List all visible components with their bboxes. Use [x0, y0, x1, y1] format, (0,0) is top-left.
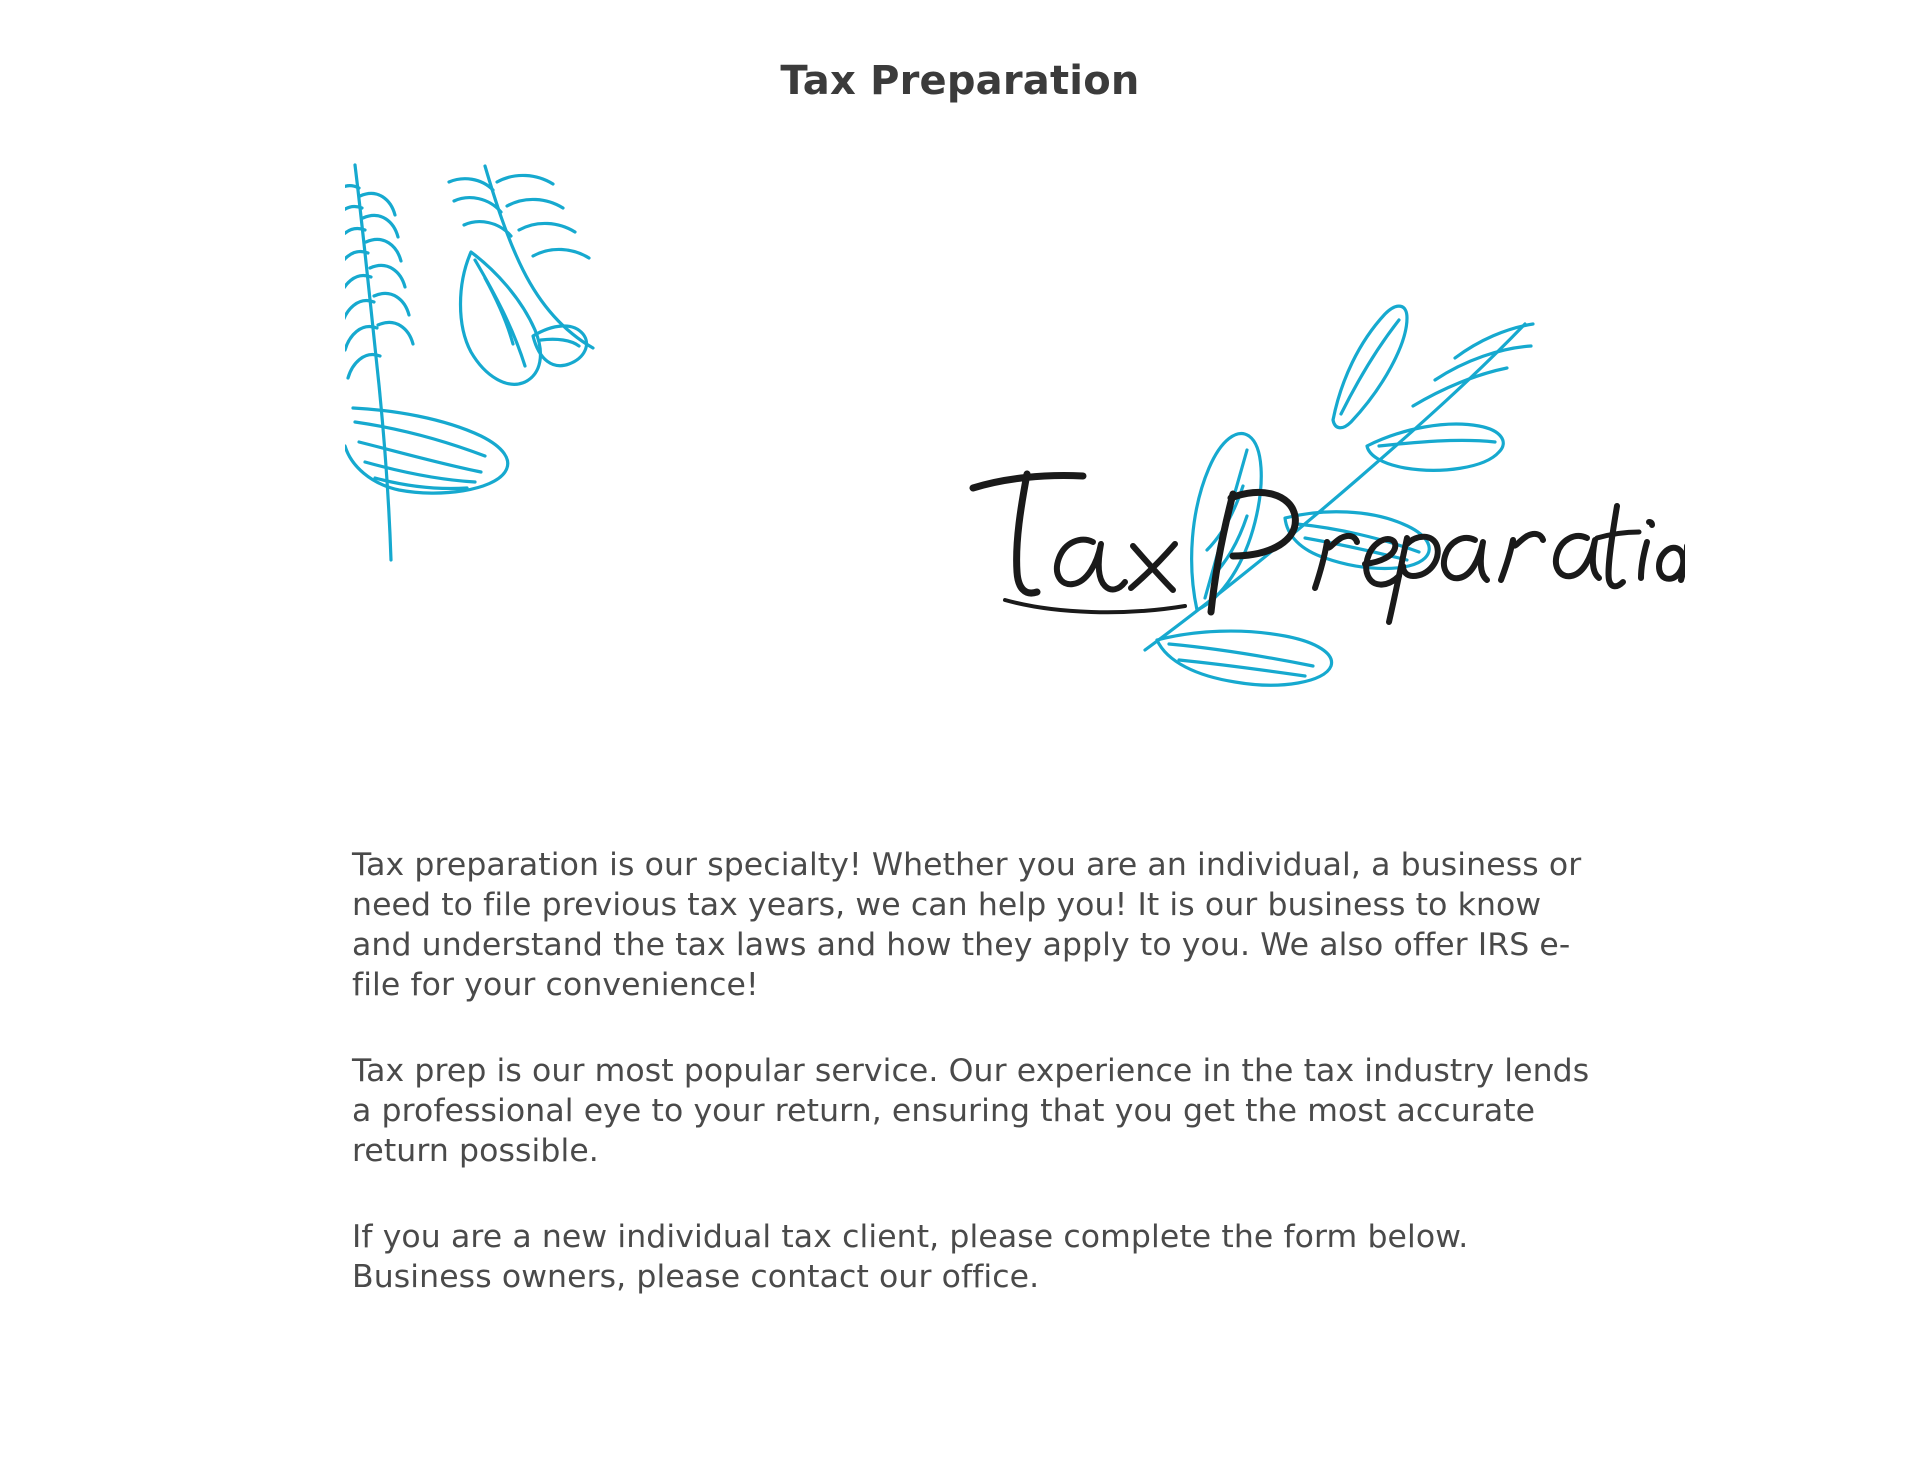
script-logo-tax-preparation: [965, 460, 1685, 650]
hero-banner: [345, 160, 1600, 800]
page-title: Tax Preparation: [780, 58, 1140, 104]
paragraph-1: Tax preparation is our specialty! Whether you are an individual, a business or need to file previous tax years, we can help you! It is our business to know and understand the tax laws and how they apply to you. We also offer IRS e-file for your convenience!: [352, 847, 1582, 1003]
paragraph-2: Tax prep is our most popular service. Our experience in the tax industry lends a professional eye to your return, ensuring that you get the most accurate return possible.: [352, 1053, 1590, 1169]
paragraph-3: If you are a new individual tax client, please complete the form below. Business owners, please contact our office.: [352, 1219, 1469, 1295]
body-copy: [352, 845, 1592, 1297]
left-leaf-branch-icon: [345, 165, 593, 560]
